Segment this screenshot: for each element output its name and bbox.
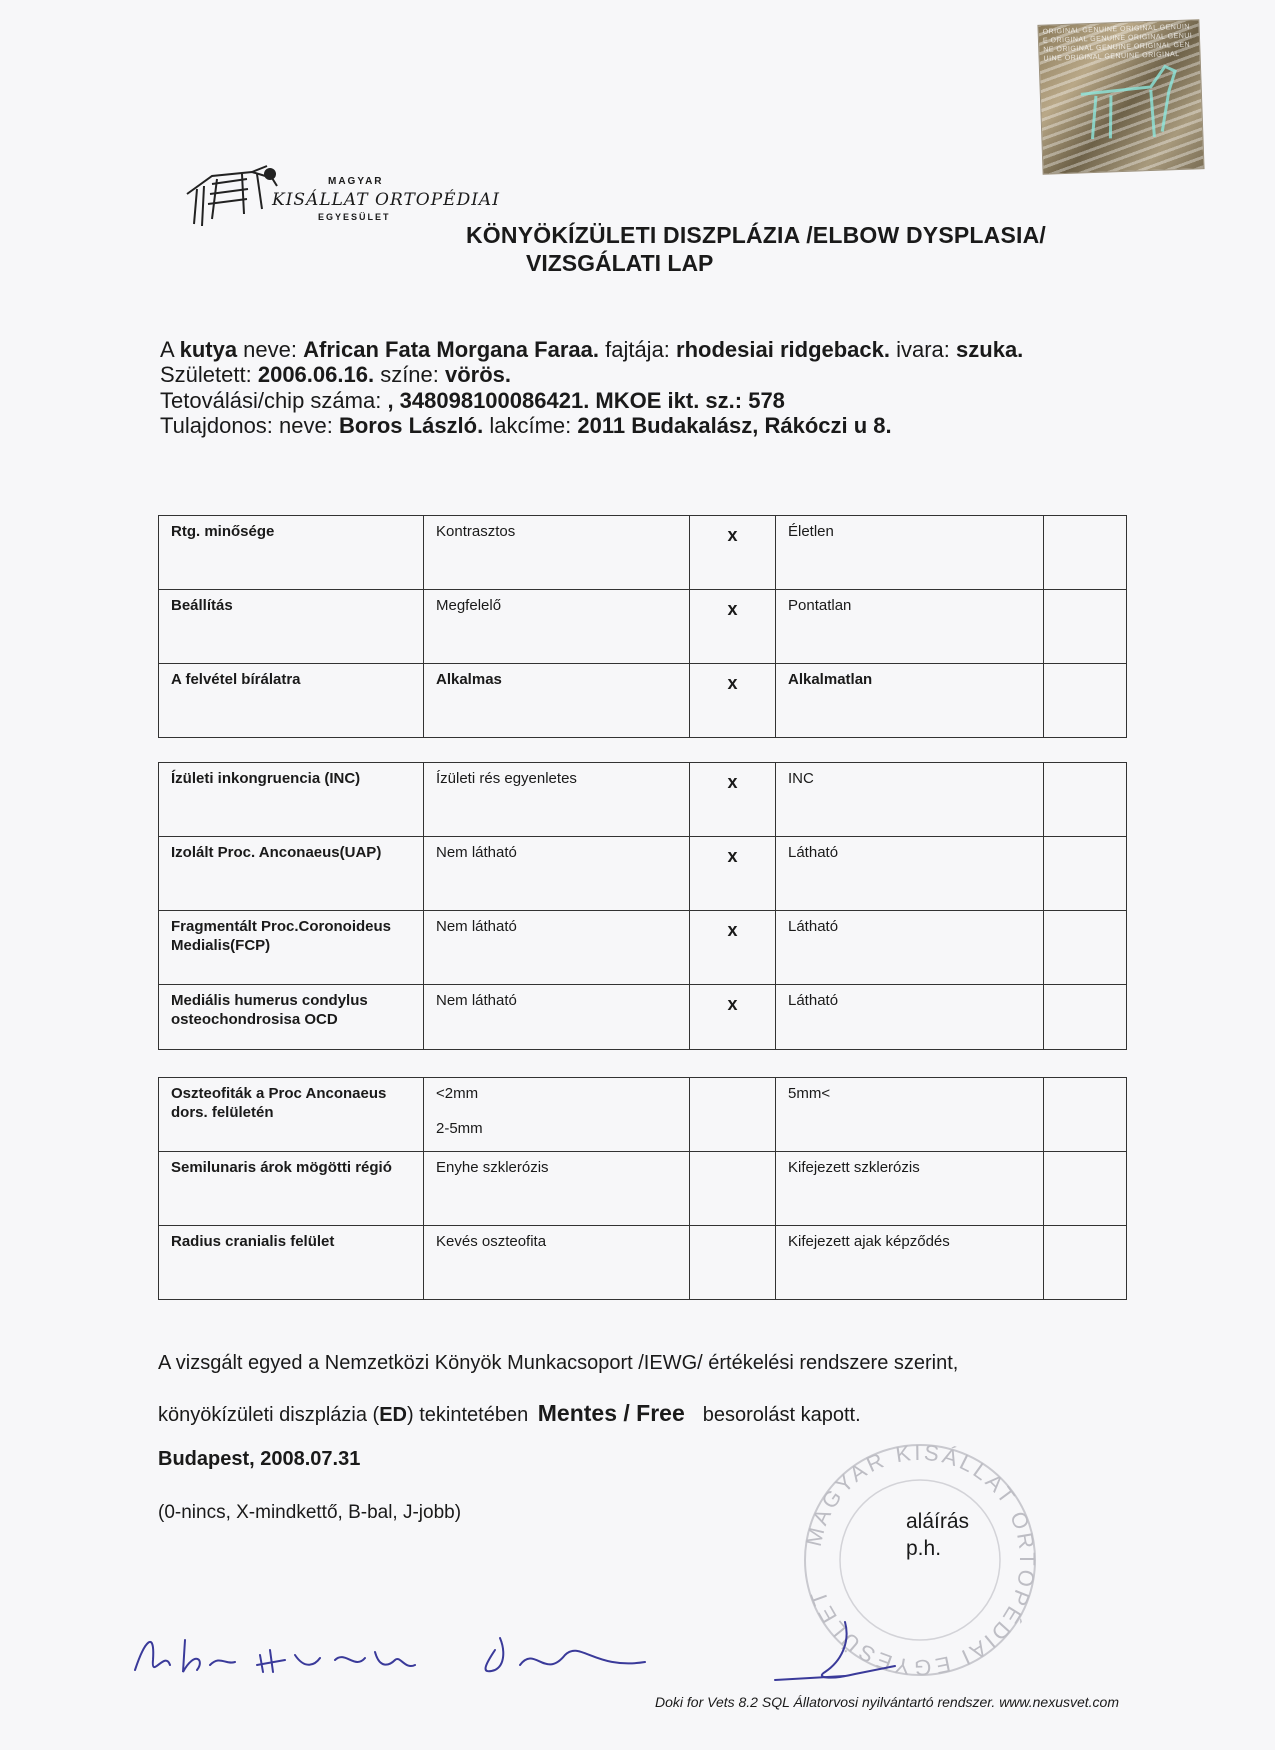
handwritten-signatures: [125, 1610, 1025, 1690]
table-row: [159, 837, 1127, 911]
mark-cell: [690, 911, 776, 985]
row-label: [159, 1078, 424, 1152]
option-b-text: Látható: [788, 844, 839, 861]
mark-cell-text: x: [727, 599, 738, 619]
logo-skeleton-icon: [182, 164, 282, 234]
option-a-text: Kontrasztos: [436, 523, 516, 540]
mark-cell: [690, 516, 776, 590]
row-label: [159, 763, 424, 837]
info-birth-row: Született: 2006.06.16. színe: vörös.: [160, 362, 512, 387]
mark-cell-text: x: [727, 994, 738, 1014]
conclusion-line2: könyökízületi diszplázia (ED) tekintetében Mentes / Free besorolást kapott.: [158, 1400, 861, 1426]
chip-number: , 348098100086421. MKOE ikt. sz.: 578: [387, 388, 785, 413]
row-label: [159, 1152, 424, 1226]
table-row: [159, 763, 1127, 837]
option-b: [776, 1152, 1044, 1226]
info-chip-row: Tetoválási/chip száma: , 348098100086421. MKOE ikt. sz.: 578: [160, 388, 785, 413]
info-owner-row: Tulajdonos: neve: Boros László. lakcíme: 2011 Budakalász, Rákóczi u 8.: [160, 413, 892, 438]
option-a: [424, 985, 690, 1050]
conclusion-line1: A vizsgált egyed a Nemzetközi Könyök Munkacsoport /IEWG/ értékelési rendszere szerint,: [158, 1352, 959, 1374]
option-b-text: Kifejezett szklerózis: [788, 1159, 920, 1176]
row-label: [159, 985, 424, 1050]
option-a-text: <2mm: [436, 1085, 479, 1102]
option-a-text: Megfelelő: [436, 597, 502, 614]
mark-cell: [690, 837, 776, 911]
row-label: [159, 664, 424, 738]
option-b: [776, 985, 1044, 1050]
empty-cell: [1044, 1078, 1127, 1152]
dog-name: African Fata Morgana Faraa.: [303, 337, 599, 362]
option-b: [776, 664, 1044, 738]
option-a: [424, 1152, 690, 1226]
row-label-text: Fragmentált Proc.Coronoideus Medialis(FCP): [171, 918, 392, 954]
row-label-text: Radius cranialis felület: [171, 1233, 335, 1250]
option-b: [776, 763, 1044, 837]
option-a-text: Nem látható: [436, 918, 517, 935]
row-label: [159, 590, 424, 664]
hologram-dog-icon: [1038, 20, 1203, 173]
option-b: [776, 911, 1044, 985]
mark-cell: [690, 664, 776, 738]
mark-cell-text: x: [727, 846, 738, 866]
option-a-text: Kevés oszteofita: [436, 1233, 547, 1250]
mark-cell: [690, 985, 776, 1050]
mark-cell: [690, 763, 776, 837]
option-b-text: Látható: [788, 992, 839, 1009]
row-label-text: Mediális humerus condylus osteochondrosisa OCD: [171, 992, 368, 1028]
option-b-text: 5mm<: [788, 1085, 831, 1102]
row-label: [159, 1226, 424, 1300]
option-a-text: Alkalmas: [436, 671, 502, 688]
option-b-text: Kifejezett ajak képződés: [788, 1233, 950, 1250]
table-row: [159, 1078, 1127, 1152]
empty-cell: [1044, 837, 1127, 911]
city-date: Budapest, 2008.07.31: [158, 1448, 361, 1470]
dog-dob: 2006.06.16.: [257, 362, 375, 387]
row-label-text: Semilunaris árok mögötti régió: [171, 1159, 392, 1176]
option-a: [424, 1078, 690, 1152]
option-b: [776, 1078, 1044, 1152]
logo-line1: MAGYAR: [328, 176, 384, 187]
row-label-text: Beállítás: [171, 597, 233, 614]
legend-text: (0-nincs, X-mindkettő, B-bal, J-jobb): [158, 1502, 462, 1523]
option-a: [424, 590, 690, 664]
option-a2-text: 2-5mm: [436, 1120, 483, 1137]
row-label: [159, 516, 424, 590]
table-row: [159, 664, 1127, 738]
option-a: [424, 1226, 690, 1300]
row-label-text: Oszteofiták a Proc Anconaeus dors. felületén: [171, 1085, 387, 1121]
mark-cell-text: x: [727, 525, 738, 545]
osteophyte-table: [158, 1077, 1127, 1300]
empty-cell: [1044, 911, 1127, 985]
row-label-text: Rtg. minősége: [171, 523, 275, 540]
empty-cell: [1044, 590, 1127, 664]
option-a-text: Nem látható: [436, 992, 517, 1009]
option-b: [776, 516, 1044, 590]
option-b-text: Életlen: [788, 523, 834, 540]
logo-line3: EGYESÜLET: [318, 212, 391, 222]
option-a-text: Ízületi rés egyenletes: [436, 770, 577, 787]
option-b: [776, 1226, 1044, 1300]
row-label-text: Izolált Proc. Anconaeus(UAP): [171, 844, 382, 861]
table-row: [159, 590, 1127, 664]
info-dog-row: A kutya neve: African Fata Morgana Faraa. fajtája: rhodesiai ridgeback. ivara: szuka.: [160, 337, 1024, 362]
empty-cell: [1044, 763, 1127, 837]
table-row: [159, 1226, 1127, 1300]
row-label-text: A felvétel bírálatra: [171, 671, 301, 688]
quality-table: [158, 515, 1127, 738]
option-a-text: Enyhe szklerózis: [436, 1159, 549, 1176]
option-a: [424, 763, 690, 837]
option-b: [776, 837, 1044, 911]
empty-cell: [1044, 1226, 1127, 1300]
document-title: KÖNYÖKÍZÜLETI DISZPLÁZIA /ELBOW DYSPLASIA/: [466, 222, 1046, 248]
empty-cell: [1044, 516, 1127, 590]
mark-cell-text: x: [727, 772, 738, 792]
table-row: [159, 985, 1127, 1050]
mark-cell-text: x: [727, 920, 738, 940]
row-label: [159, 911, 424, 985]
owner-name: Boros László.: [338, 413, 484, 438]
row-label-text: Ízületi inkongruencia (INC): [171, 770, 361, 787]
option-a: [424, 837, 690, 911]
option-b-text: INC: [788, 770, 814, 787]
option-b-text: Pontatlan: [788, 597, 852, 614]
result-value: Mentes / Free: [537, 1400, 685, 1426]
logo-line2: KISÁLLAT ORTOPÉDIAI: [272, 190, 500, 210]
dog-breed: rhodesiai ridgeback.: [676, 337, 890, 362]
option-b: [776, 590, 1044, 664]
mark-cell-text: x: [727, 673, 738, 693]
mark-cell: [690, 1078, 776, 1152]
stamp-label: p.h.: [906, 1537, 942, 1560]
table-row: [159, 911, 1127, 985]
mark-cell: [690, 1152, 776, 1226]
option-a: [424, 664, 690, 738]
empty-cell: [1044, 1152, 1127, 1226]
option-a-text: Nem látható: [436, 844, 517, 861]
dog-color: vörös.: [445, 362, 512, 387]
option-b-text: Alkalmatlan: [788, 671, 873, 688]
table-row: [159, 1152, 1127, 1226]
findings-table: [158, 762, 1127, 1050]
option-b-text: Látható: [788, 918, 839, 935]
option-a: [424, 516, 690, 590]
owner-address: 2011 Budakalász, Rákóczi u 8.: [577, 413, 892, 438]
empty-cell: [1044, 985, 1127, 1050]
empty-cell: [1044, 664, 1127, 738]
footer-text: Doki for Vets 8.2 SQL Állatorvosi nyilvántartó rendszer. www.nexusvet.com: [655, 1694, 1120, 1710]
option-a: [424, 911, 690, 985]
stamp-text: MAGYAR KISÁLLAT ORTOPÉDIAI EGYESÜLET: [800, 1440, 1040, 1680]
hologram-sticker: [1037, 19, 1204, 175]
row-label: [159, 837, 424, 911]
mark-cell: [690, 1226, 776, 1300]
mark-cell: [690, 590, 776, 664]
hologram-text: ORIGINAL GENUINE ORIGINAL GENUINE ORIGINAL GENUINE ORIGINAL GENUINE ORIGINAL GENUINE ORIGINAL GENUINE ORIGINAL GENUINE ORIGINAL: [1042, 23, 1193, 63]
dog-sex: szuka.: [956, 337, 1024, 362]
table-row: [159, 516, 1127, 590]
document-subtitle: VIZSGÁLATI LAP: [526, 250, 714, 276]
signature-label: aláírás: [906, 1510, 970, 1533]
